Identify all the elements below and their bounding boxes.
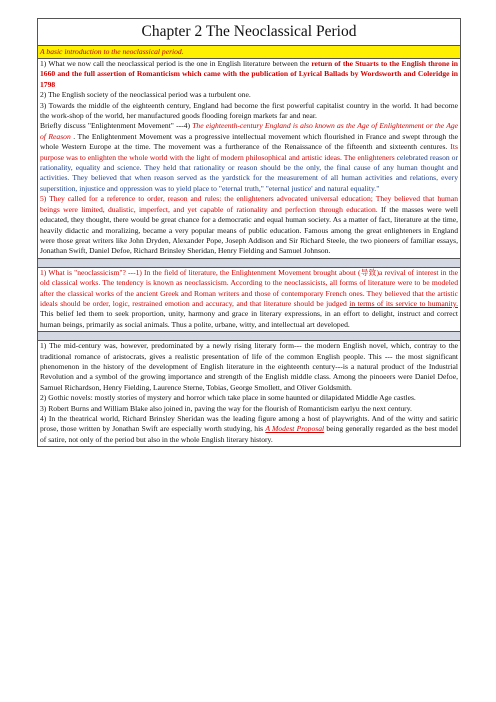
section-2-cell bbox=[38, 268, 460, 331]
highlight-text: return of the Stuarts to the English throne in 1660 and the full assertion of Romanticism which came with the publication of Lyrical Ballads by Wordsworth and Coleridge in 1798 bbox=[40, 59, 458, 89]
text-run: If the masses were well educated, they thought, there would be great chance for a democratic and equal human society. As a matter of fact, literature at the time, heavily didactic and moralizing, became a very popular means of public education. Famous among the great enlighteners in England were those great writers like John Dryden, Alexander Pope, Joseph Addison and Sir Richard Steele, the two pioneers of familiar essays, Jonathan Swift, Daniel Defoe, Richard Brinsley Sheridan, Henry Fielding and Samuel Johnson. bbox=[40, 204, 458, 256]
text-run: Briefly discuss "Enlightenment Movement" ---4) bbox=[40, 121, 193, 131]
paragraph-4 bbox=[40, 121, 458, 194]
notes-table bbox=[37, 45, 461, 447]
paragraph-5 bbox=[40, 194, 458, 256]
text-run: This belief led them to seek proportion, unity, harmony and grace in literary expressions, in an effort to delight, instruct and correct human beings, primarily as social animals. Thus a polite, urbane, witty, and intellectual art developed. bbox=[40, 309, 458, 329]
paragraph-2: 2) The English society of the neoclassical period was a turbulent one. bbox=[40, 90, 251, 100]
paragraph-theatre bbox=[40, 414, 458, 445]
row-divider bbox=[38, 258, 460, 268]
paragraph-1 bbox=[40, 59, 458, 90]
row-divider bbox=[38, 331, 460, 341]
highlight-text: 1) What is "neoclassicism"? ---1) In the field of literature, the Enlightenment Movement brought about (导致)a revival of interest in the old classical works. The tendency is known as neoclassicism. According to the neoclassicists, all forms of literature were to be modeled after the classical works of the ancient Greek and Roman writers and those of contemporary French ones. They believed that the artistic ideals should be order, logic, restrained emotion and accuracy, and that literature should be judged bbox=[40, 267, 458, 308]
paragraph-gothic: 2) Gothic novels: mostly stories of mystery and horror which take place in some haunted or dilapidated Middle Age castles. bbox=[40, 393, 416, 403]
paragraph-burns-blake: 3) Robert Burns and William Blake also joined in, paving the way for the flourish of Romanticism earlyu the next century. bbox=[40, 403, 412, 413]
underlined-text: in terms of its service to humanity. bbox=[349, 298, 458, 308]
text-run: being generally regarded as the best model of satire, not only of the period but also in the whole English literary history. bbox=[40, 424, 458, 444]
chapter-title: Chapter 2 The Neoclassical Period bbox=[37, 18, 461, 45]
highlight-text: 5) They called for a reference to order, reason and rules: the enlighteners advocated universal education; They believed that human beings were limited, dualistic, imperfect, and yet capable of rationality and perfection through education. bbox=[40, 194, 458, 214]
book-title: A Modest Proposal bbox=[265, 424, 325, 434]
document-page bbox=[37, 18, 461, 447]
text-run: 1) What we now call the neoclassical period is the one in English literature between the bbox=[40, 59, 312, 68]
section-heading: A basic introduction to the neoclassical period. bbox=[38, 46, 460, 59]
highlight-text: celebrated reason or rationality, equality and science. They held that rationality or reason should be the only, the final cause of any human thought and activities. They believed that when reason served as the yardstick for the measurement of all human activities and relations, every superstition, injustice and oppression was to yield place to "eternal truth," "eternal justice' and natural equality." bbox=[40, 152, 458, 193]
paragraph-neoclassicism bbox=[40, 268, 458, 330]
text-run: . The Enlightenment Movement was a progressive intellectual movement which flourished in France and swept through the whole Western Europe at the time. The movement was a furtherance of the Renaissance of the fifteenth and sixteenth centures. bbox=[40, 131, 459, 152]
text-run: 4) In the theatrical world, Richard Brinsley Sheridan was the leading figure among a host of playwrights. And of the witty and satiric prose, those written by Jonathan Swift are especially worth studying, his bbox=[40, 414, 458, 434]
highlight-text: The eighteenth-century England is also known as the Age of Enlightenment or the Age of Reason bbox=[40, 121, 458, 141]
section-3-cell bbox=[38, 341, 460, 446]
highlight-text: Its purpose was to enlighten the whole world with the light of modern philosophical and artistic ideas. The enlighteners bbox=[40, 142, 458, 162]
section-1-cell bbox=[38, 59, 460, 258]
paragraph-3: 3) Towards the middle of the eighteenth century, England had become the first powerful capitalist country in the world. It had become the work-shop of the world, her manufactured goods flooding foreign markets far and near. bbox=[40, 100, 458, 121]
paragraph-novel: 1) The mid-century was, however, predominated by a newly rising literary form--- the modern English novel, which, contray to the traditional romance of aristocrats, gives a realistic presentation of life of the common English people. This --- the most significant phenomenon in the history of the development of English literature in the eighteenth century---is a natural product of the Industrial Revolution and a symbol of the growing importance and strength of the English middle class. Among the pinoeers were Daniel Defoe, Samuel Richardson, Henry Fielding, Laurence Sterne, Tobias, George Smollett, and Oliver Goldsmith. bbox=[40, 341, 458, 392]
